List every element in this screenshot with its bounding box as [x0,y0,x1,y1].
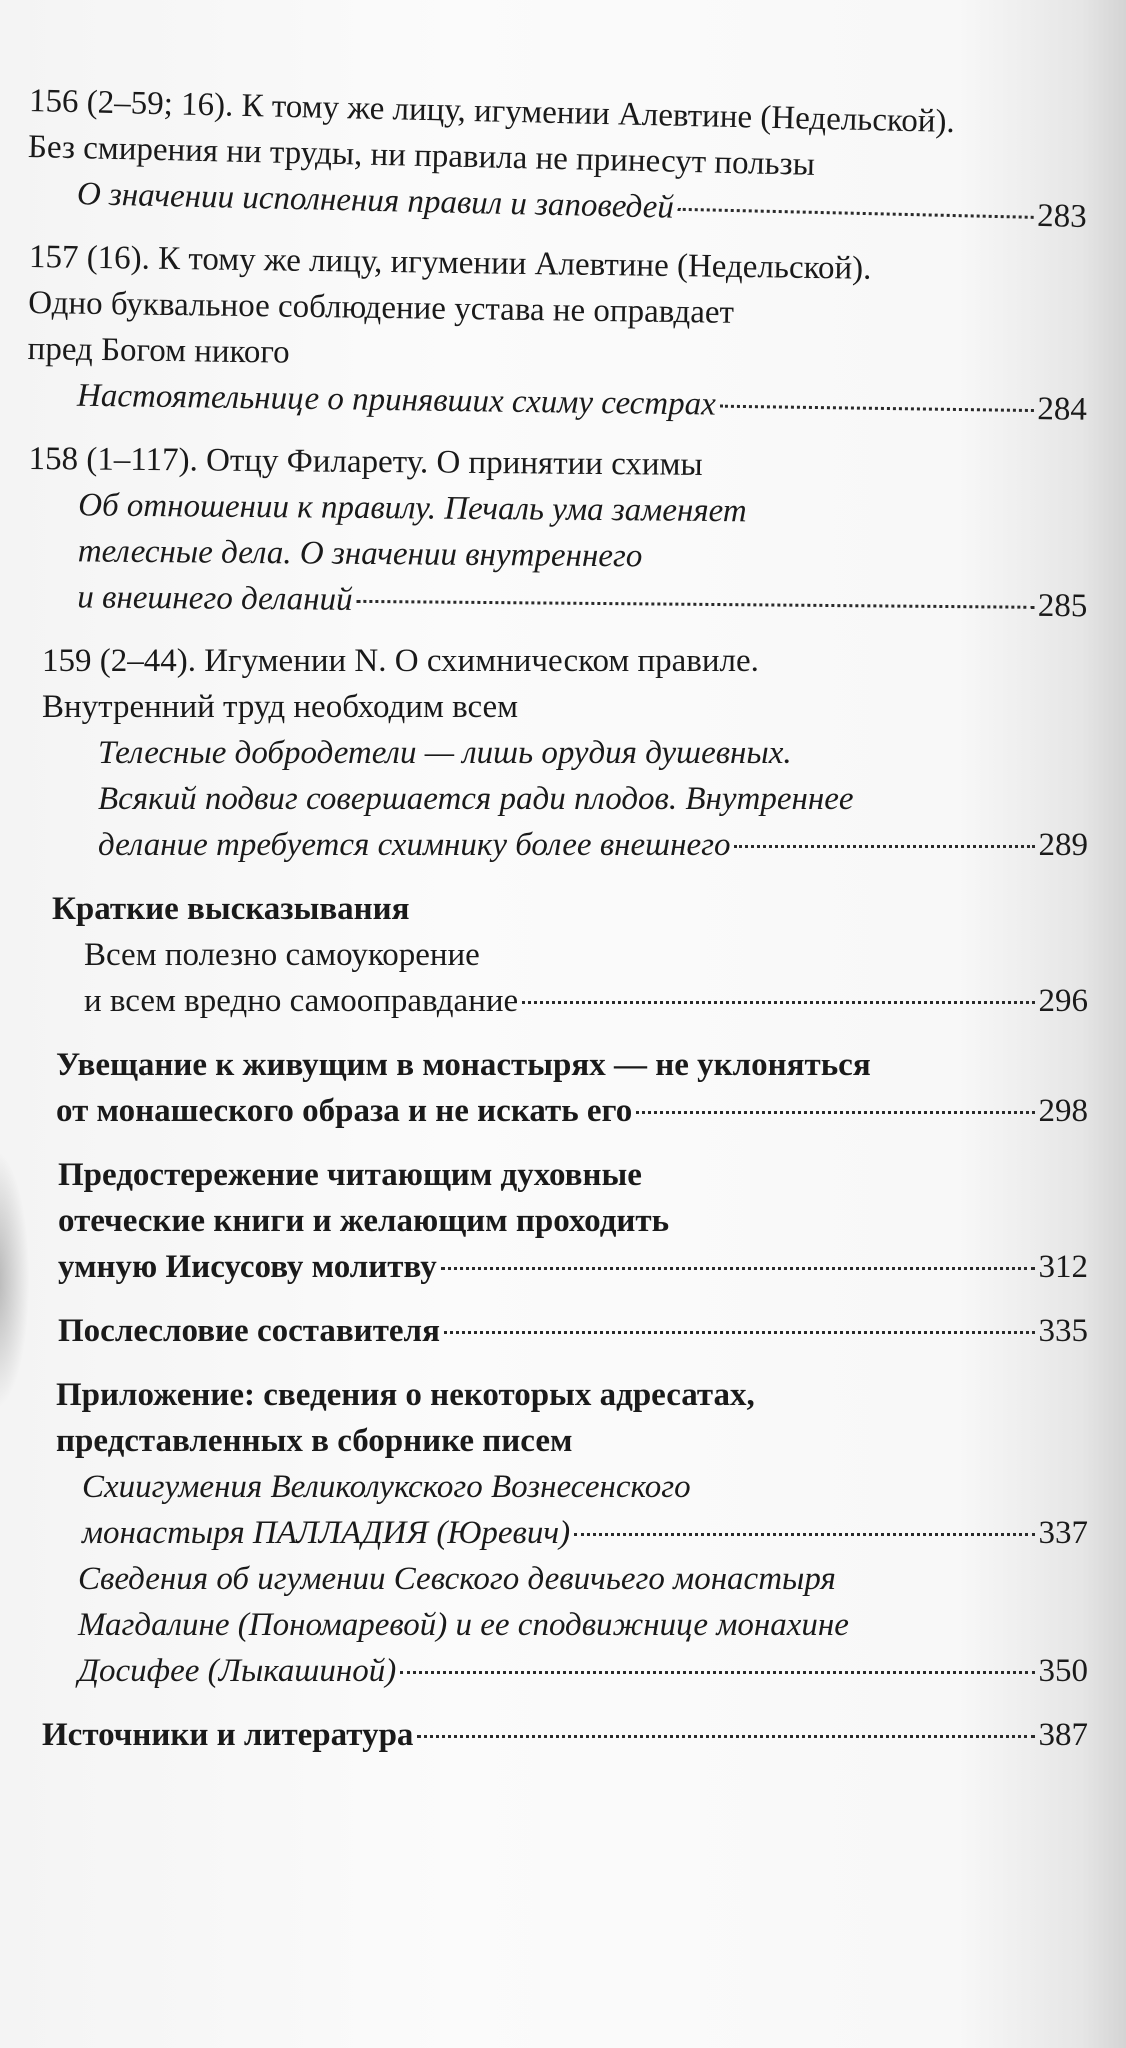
dot-leader [400,1671,1034,1674]
page-number: 285 [1037,587,1088,625]
dot-leader [678,208,1033,219]
toc-entry-158 [27,436,1089,629]
toc-subentry-text: Телесные добродетели — лишь орудия душевных. [98,735,792,771]
toc-entry-exhortation [28,1042,1088,1134]
toc-subentry-text: и всем вредно самооправдание [84,983,519,1019]
toc-entry-heading: 158 (1–117). Отцу Филарету. О принятии схимы [28,441,703,483]
page-number: 289 [1038,827,1088,863]
page-number: 335 [1038,1313,1088,1349]
page-number: 298 [1038,1093,1088,1129]
toc-subentry-text: Всякий подвиг совершается ради плодов. Внутреннее [98,781,854,817]
toc-entry-heading: 157 (16). К тому же лицу, игумении Алевтине (Недельской). [28,239,872,287]
toc-entry-heading: Без смирения ни труды, ни правила не принесут пользы [27,129,816,183]
dot-leader [444,1331,1035,1334]
toc-entry-sayings [28,886,1088,1024]
toc-section-title-text: от монашеского образа и не искать его [56,1093,633,1129]
toc-entry-sources [28,1712,1088,1758]
toc-subentry-text: Схиигумения Великолукского Вознесенского [82,1469,691,1505]
toc-entry-heading: 159 (2–44). Игумении N. О схимническом правиле. [42,643,759,679]
toc-subentry-text: О значении исполнения правил и заповедей [76,176,675,226]
toc-section-title-text: Источники и литература [42,1717,414,1753]
dot-leader [522,1001,1034,1004]
dot-leader [441,1267,1035,1270]
toc-subentry-text: Настоятельнице о принявших схиму сестрах [76,377,717,423]
toc-subentry [27,574,1087,629]
toc-subentry-text: делание требуется схимнику более внешнего [98,827,731,863]
toc-section-title: отеческие книги и желающим проходить [58,1203,670,1239]
toc-subentry [28,1510,1088,1556]
toc-section-title-text: умную Иисусову молитву [58,1249,437,1285]
toc-entry-heading: 156 (2–59; 16). К тому же лицу, игумении Алевтине (Недельской). [28,83,956,141]
toc-entry-heading: Внутренний труд необходим всем [42,689,519,725]
toc-section-title: Увещание к живущим в монастырях — не уклоняться [56,1047,871,1083]
toc-entry-warning [28,1152,1088,1290]
toc-section-title-last [28,1244,1088,1290]
toc-entry-heading: пред Богом никого [27,330,290,371]
toc-section-title-last [28,1088,1088,1134]
dot-leader [720,405,1034,412]
toc-entry-appendix [28,1372,1088,1694]
toc-entry-159 [28,638,1088,868]
dot-leader [574,1533,1034,1536]
page-number: 337 [1038,1515,1088,1551]
toc-section-title: Приложение: сведения о некоторых адресатах, [56,1377,755,1413]
toc-subentry-text: Магдалине (Пономаревой) и ее сподвижнице монахине [78,1607,849,1643]
toc-section-title: Предостережение читающим духовные [58,1157,642,1193]
toc-section-title: Краткие высказывания [52,891,410,927]
toc-subentry-text: Сведения об игумении Севского девичьего монастыря [78,1561,836,1597]
page-number: 350 [1038,1653,1088,1689]
table-of-contents [28,78,1088,1776]
toc-subentry [28,1648,1088,1694]
page-number: 283 [1036,197,1088,236]
page-edge-shadow [0,1150,30,1410]
dot-leader [636,1111,1034,1114]
toc-section-title: представленных в сборнике писем [56,1423,573,1459]
dot-leader [417,1735,1034,1738]
dot-leader [357,600,1034,609]
page-number: 312 [1038,1249,1088,1285]
toc-subentry-text: Досифее (Лыкашиной) [78,1653,397,1689]
toc-subentry-text: Об отношении к правилу. Печаль ума заменяет [78,487,747,530]
toc-subentry [28,978,1088,1024]
toc-section-title-last [28,1712,1088,1758]
page-number: 296 [1038,983,1088,1019]
toc-section-title-last [28,1308,1088,1354]
page-number: 387 [1038,1717,1088,1753]
dot-leader [734,845,1034,848]
toc-subentry [28,822,1088,868]
toc-entry-heading: Одно буквальное соблюдение устава не оправдает [28,285,735,331]
toc-subentry-text: и внешнего деланий [77,579,353,618]
toc-section-title-text: Послесловие составителя [58,1313,440,1349]
toc-entry-157 [27,234,1089,433]
toc-subentry-text: Всем полезно самоукорение [84,937,480,973]
toc-subentry-text: монастыря ПАЛЛАДИЯ (Юревич) [82,1515,571,1551]
page-number: 284 [1037,391,1088,428]
toc-entry-156 [26,78,1089,240]
toc-subentry-text: телесные дела. О значении внутреннего [77,533,643,575]
toc-entry-afterword [28,1308,1088,1354]
